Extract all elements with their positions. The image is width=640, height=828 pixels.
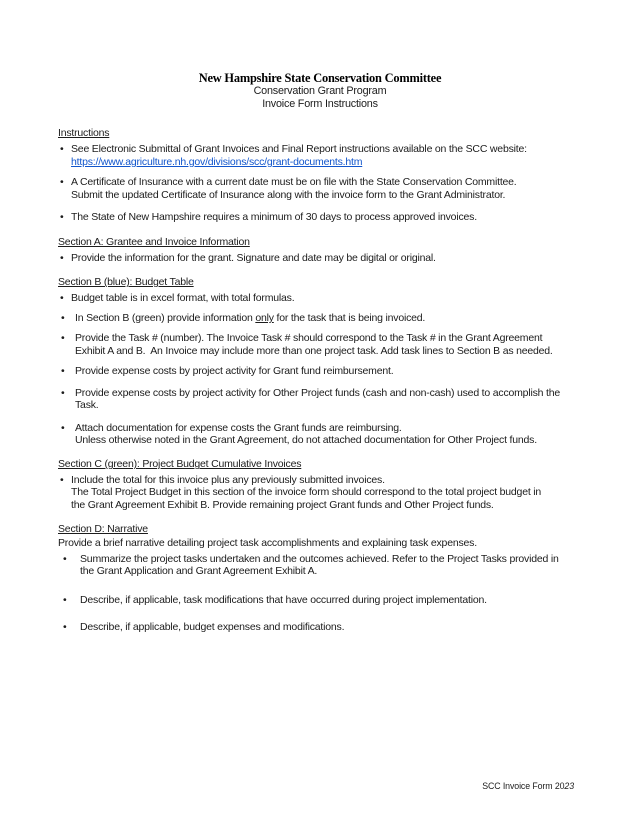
program-title: Conservation Grant Program: [253, 85, 387, 97]
bullet-website-linkline: [71, 156, 582, 168]
bullet-grant-info: • Provide the information for the grant. Signature and date may be digital or original.: [58, 252, 582, 264]
grant-documents-link[interactable]: https://www.agriculture.nh.gov/divisions/scc/grant-documents.htm: [71, 155, 363, 168]
document-header: [58, 71, 582, 111]
instructions-list: [58, 143, 582, 223]
bullet-cumulative-total: • Include the total for this invoice plus any previously submitted invoices. The Total Project Budget in this section of the invoice form should correspond to the total project budget in the Grant Agreement Exhibit B. Provide remaining project Grant funds and Other Project funds.: [58, 474, 582, 511]
section-d-heading: Section D: Narrative: [58, 522, 148, 535]
section-d-list: [58, 553, 582, 634]
section-a-heading: Section A: Grantee and Invoice Information: [58, 236, 250, 249]
bullet-task-modifications: • Describe, if applicable, task modifications that have occurred during project implementation.: [58, 594, 582, 606]
bullet-summarize: • Summarize the project tasks undertaken and the outcomes achieved. Refer to the Project Tasks provided in the Grant Application and Grant Agreement Exhibit A.: [58, 553, 582, 578]
footer-year: 23: [564, 781, 574, 791]
bullet-insurance-line2: Submit the updated Certificate of Insurance along with the invoice form to the Grant Administrator.: [71, 188, 506, 201]
only-underlined: only: [255, 312, 274, 325]
doc-title: Invoice Form Instructions: [262, 98, 378, 110]
bullet-website-text: • See Electronic Submittal of Grant Invoices and Final Report instructions available on the SCC website:: [71, 143, 527, 156]
section-a-list: [58, 252, 582, 264]
page-footer: [482, 781, 574, 791]
bullet-excel-format: • Budget table is in excel format, with total formulas.: [58, 292, 582, 304]
org-title: New Hampshire State Conservation Committee: [198, 71, 442, 85]
instructions-heading: Instructions: [58, 127, 110, 139]
section-c-heading: Section C (green): Project Budget Cumulative Invoices: [58, 458, 302, 471]
bullet-other-funds: • Provide expense costs by project activity for Other Project funds (cash and non-cash) used to accomplish the Task.: [58, 387, 582, 412]
only-pre: In Section B (green) provide information: [75, 312, 256, 325]
section-c-list: [58, 474, 582, 511]
section-b-heading: Section B (blue): Budget Table: [58, 276, 194, 289]
section-d-intro: Provide a brief narrative detailing project task accomplishments and explaining task expenses.: [58, 537, 477, 550]
bullet-task-number: • Provide the Task # (number). The Invoice Task # should correspond to the Task # in the Grant Agreement Exhibit A and B. An Invoice may include more than one project task. Add task lines to Section B as needed.: [58, 332, 582, 357]
only-post: for the task that is being invoiced.: [273, 312, 426, 325]
bullet-processing-time: • The State of New Hampshire requires a minimum of 30 days to process approved invoices.: [58, 211, 582, 223]
footer-text: SCC Invoice Form 20: [482, 781, 565, 791]
bullet-documentation: • Attach documentation for expense costs the Grant funds are reimbursing. Unless otherwise noted in the Grant Agreement, do not attached documentation for Other Project funds.: [58, 422, 582, 447]
bullet-grant-fund: • Provide expense costs by project activity for Grant fund reimbursement.: [58, 365, 582, 377]
bullet-insurance: [58, 176, 582, 201]
bullet-budget-modifications: • Describe, if applicable, budget expenses and modifications.: [58, 621, 582, 633]
bullet-only-task: [58, 312, 582, 324]
bullet-insurance-line1: • A Certificate of Insurance with a current date must be on file with the State Conservation Committee.: [71, 176, 517, 189]
section-b-list: [58, 292, 582, 447]
bullet-website: [58, 143, 582, 168]
bullet-only-task-line: [75, 312, 582, 324]
